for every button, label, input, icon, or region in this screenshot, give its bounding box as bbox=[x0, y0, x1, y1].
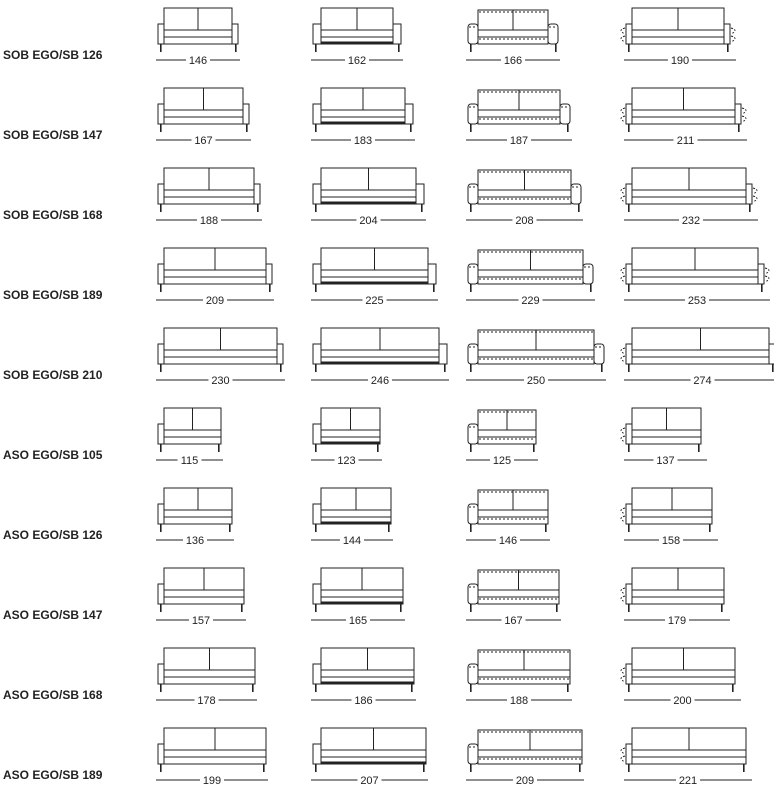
sofa-drawing bbox=[311, 8, 403, 67]
sofa-drawing bbox=[466, 330, 606, 387]
width-value: 246 bbox=[370, 375, 390, 387]
width-value: 232 bbox=[681, 215, 701, 227]
sofa-drawing bbox=[466, 730, 584, 787]
width-value: 158 bbox=[661, 535, 681, 547]
width-value: 137 bbox=[656, 455, 675, 467]
width-value: 125 bbox=[492, 455, 512, 467]
sofa-drawing bbox=[156, 88, 251, 147]
sofa-drawing bbox=[311, 168, 426, 227]
width-value: 178 bbox=[197, 695, 216, 707]
row-label: SOB EGO/SB 168 bbox=[3, 208, 103, 222]
sofa-drawing bbox=[156, 488, 234, 547]
width-value: 187 bbox=[509, 135, 529, 147]
row-label: ASO EGO/SB 189 bbox=[3, 768, 103, 782]
width-value: 179 bbox=[667, 615, 687, 627]
sofa-drawing bbox=[466, 90, 572, 147]
sofa-drawing bbox=[311, 488, 393, 547]
width-value: 188 bbox=[199, 215, 219, 227]
width-value: 209 bbox=[515, 775, 535, 787]
sofa-drawing bbox=[466, 570, 561, 627]
width-value: 209 bbox=[205, 295, 225, 307]
sofa-drawing bbox=[156, 328, 285, 387]
width-value: 165 bbox=[348, 615, 368, 627]
row-label: ASO EGO/SB 105 bbox=[3, 448, 103, 462]
width-value: 200 bbox=[673, 695, 692, 707]
sofa-drawing bbox=[311, 248, 438, 307]
sofa-drawing bbox=[156, 728, 268, 787]
width-value: 136 bbox=[185, 535, 205, 547]
sofa-drawing bbox=[156, 248, 274, 307]
sofa-drawing bbox=[156, 168, 262, 227]
width-value: 167 bbox=[194, 135, 213, 147]
width-value: 221 bbox=[678, 775, 698, 787]
sofa-drawing bbox=[621, 648, 741, 707]
width-value: 225 bbox=[365, 295, 384, 307]
width-value: 190 bbox=[670, 55, 690, 67]
width-value: 166 bbox=[503, 55, 523, 67]
sofa-drawing bbox=[156, 648, 257, 707]
sofa-drawing bbox=[311, 648, 416, 707]
sofa-drawing bbox=[156, 568, 246, 627]
row-label: ASO EGO/SB 168 bbox=[3, 688, 103, 702]
sofa-drawing bbox=[156, 408, 223, 467]
row-label: ASO EGO/SB 126 bbox=[3, 528, 103, 542]
sofa-drawing bbox=[466, 490, 550, 547]
width-value: 186 bbox=[354, 695, 373, 707]
sofa-drawing bbox=[621, 248, 770, 307]
width-value: 162 bbox=[347, 55, 367, 67]
sofa-drawing bbox=[311, 88, 415, 147]
width-value: 167 bbox=[504, 615, 523, 627]
sofa-drawing bbox=[311, 728, 428, 787]
width-value: 146 bbox=[188, 55, 208, 67]
sofa-drawing bbox=[621, 328, 774, 387]
sofa-drawing bbox=[466, 650, 572, 707]
width-value: 199 bbox=[202, 775, 222, 787]
width-value: 229 bbox=[521, 295, 540, 307]
width-value: 204 bbox=[359, 215, 378, 227]
sofa-drawing bbox=[156, 8, 240, 67]
sofa-drawing bbox=[621, 168, 758, 227]
row-label: SOB EGO/SB 189 bbox=[3, 288, 103, 302]
sofa-drawing bbox=[311, 408, 382, 467]
row-label: ASO EGO/SB 147 bbox=[3, 608, 103, 622]
width-value: 253 bbox=[687, 295, 707, 307]
row-label: SOB EGO/SB 147 bbox=[3, 128, 103, 142]
sofa-drawing bbox=[621, 88, 747, 147]
sofa-drawing bbox=[621, 8, 736, 67]
sofa-drawing bbox=[466, 250, 595, 307]
row-label: SOB EGO/SB 126 bbox=[3, 48, 103, 62]
width-value: 274 bbox=[693, 375, 712, 387]
width-value: 230 bbox=[211, 375, 230, 387]
sofa-drawing bbox=[466, 10, 560, 67]
sofa-drawing bbox=[311, 568, 405, 627]
sofa-drawing bbox=[621, 408, 707, 467]
width-value: 157 bbox=[191, 615, 211, 627]
width-value: 115 bbox=[180, 455, 199, 467]
width-value: 211 bbox=[676, 135, 695, 147]
width-value: 144 bbox=[342, 535, 362, 547]
sofa-drawing bbox=[466, 170, 583, 227]
width-value: 207 bbox=[360, 775, 379, 787]
width-value: 183 bbox=[353, 135, 373, 147]
width-value: 146 bbox=[498, 535, 518, 547]
width-value: 250 bbox=[526, 375, 546, 387]
sofa-drawing bbox=[466, 410, 538, 467]
row-label: SOB EGO/SB 210 bbox=[3, 368, 103, 382]
sofa-drawing bbox=[621, 488, 718, 547]
width-value: 123 bbox=[337, 455, 356, 467]
sofa-drawing bbox=[621, 728, 752, 787]
sofa-drawing bbox=[311, 328, 449, 387]
width-value: 188 bbox=[509, 695, 529, 707]
width-value: 208 bbox=[515, 215, 534, 227]
sofa-drawing bbox=[621, 568, 730, 627]
